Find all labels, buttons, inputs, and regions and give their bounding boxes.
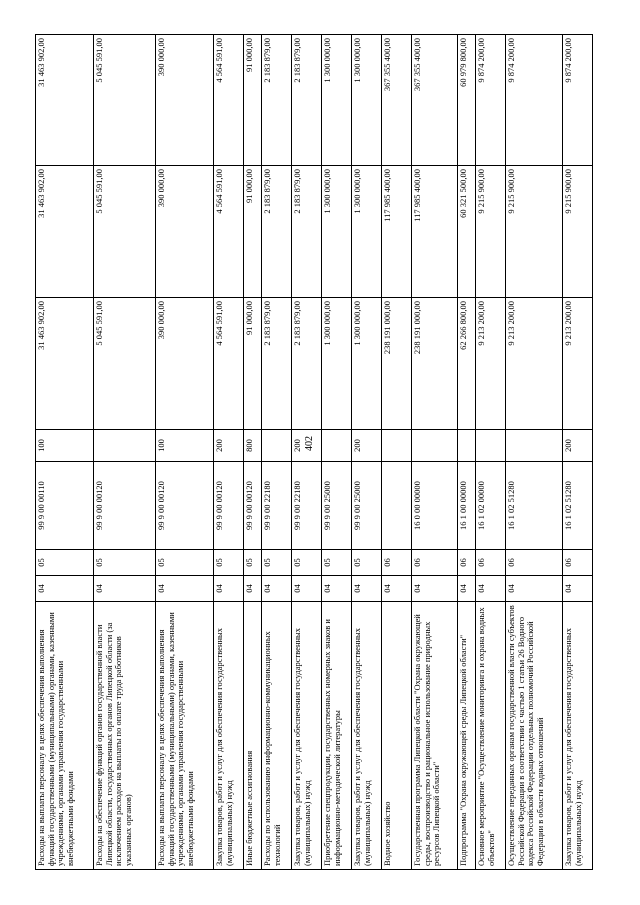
table-row (458, 35, 476, 870)
row-sum-year-3: 367 355 400,00 (382, 35, 412, 166)
row-target-article: 16 1 02 51280 (563, 462, 593, 550)
row-section: 04 (506, 576, 563, 602)
table-frame (35, 35, 583, 870)
row-expense-type (382, 430, 412, 462)
row-sum-year-3: 390 000,00 (156, 35, 214, 166)
row-sum-year-1: 1 300 000,00 (352, 298, 382, 430)
row-name: Основное мероприятие "Осуществление мониторинга и охрана водных объектов" (476, 602, 506, 870)
row-sum-year-2: 4 564 591,00 (214, 166, 244, 298)
row-subsection: 06 (506, 550, 563, 576)
table-row (156, 35, 214, 870)
row-name: Закупка товаров, работ и услуг для обеспечения государственных (муниципальных) нужд (352, 602, 382, 870)
row-sum-year-1: 2 183 879,00 (292, 298, 322, 430)
table-row (292, 35, 322, 870)
row-subsection: 05 (156, 550, 214, 576)
row-subsection: 06 (382, 550, 412, 576)
budget-table-body (36, 35, 593, 870)
row-subsection: 05 (36, 550, 94, 576)
row-name: Иные бюджетные ассигнования (244, 602, 262, 870)
budget-table (35, 34, 593, 870)
row-target-article: 99 9 00 00110 (36, 462, 94, 550)
row-subsection: 05 (292, 550, 322, 576)
row-expense-type (94, 430, 156, 462)
row-subsection: 06 (476, 550, 506, 576)
row-subsection: 05 (214, 550, 244, 576)
row-sum-year-1: 1 300 000,00 (322, 298, 352, 430)
row-name: Подпрограмма "Охрана окружающей среды Липецкой области" (458, 602, 476, 870)
row-subsection: 05 (352, 550, 382, 576)
row-sum-year-2: 5 045 591,00 (94, 166, 156, 298)
row-target-article: 99 9 00 22180 (262, 462, 292, 550)
row-sum-year-2: 390 000,00 (156, 166, 214, 298)
row-expense-type (506, 430, 563, 462)
table-row (244, 35, 262, 870)
row-sum-year-1: 2 183 879,00 (262, 298, 292, 430)
row-target-article: 16 1 02 00000 (476, 462, 506, 550)
row-target-article: 99 9 00 00120 (94, 462, 156, 550)
row-sum-year-3: 5 045 591,00 (94, 35, 156, 166)
row-sum-year-3: 9 874 200,00 (476, 35, 506, 166)
table-row (506, 35, 563, 870)
row-sum-year-3: 9 874 200,00 (506, 35, 563, 166)
row-section: 04 (156, 576, 214, 602)
row-target-article: 99 9 00 25000 (322, 462, 352, 550)
row-subsection: 06 (412, 550, 458, 576)
row-sum-year-3: 9 874 200,00 (563, 35, 593, 166)
rotated-table-container (35, 35, 583, 870)
table-row (476, 35, 506, 870)
row-sum-year-1: 238 191 000,00 (412, 298, 458, 430)
row-name: Государственная программа Липецкой области "Охрана окружающей среды, воспроизводство и рациональное использование природных ресурсов Липецкой области" (412, 602, 458, 870)
row-expense-type (262, 430, 292, 462)
row-sum-year-2: 117 985 400,00 (382, 166, 412, 298)
row-subsection: 05 (94, 550, 156, 576)
row-sum-year-2: 60 321 500,00 (458, 166, 476, 298)
row-sum-year-3: 2 183 879,00 (292, 35, 322, 166)
row-section: 04 (292, 576, 322, 602)
row-sum-year-1: 91 000,00 (244, 298, 262, 430)
table-row (563, 35, 593, 870)
row-expense-type (412, 430, 458, 462)
row-name: Приобретение спецпродукции, государственных номерных знаков и информационно-методической литературы (322, 602, 352, 870)
table-row (382, 35, 412, 870)
row-name: Закупка товаров, работ и услуг для обеспечения государственных (муниципальных) нужд (214, 602, 244, 870)
row-section: 04 (262, 576, 292, 602)
table-row (94, 35, 156, 870)
row-subsection: 05 (262, 550, 292, 576)
row-sum-year-1: 9 213 200,00 (476, 298, 506, 430)
row-sum-year-3: 60 979 800,00 (458, 35, 476, 166)
row-expense-type: 200 (214, 430, 244, 462)
row-name: Расходы на обеспечение функций органов государственной власти Липецкой области, государственных органов Липецкой области (за исключением расходов на выплаты по оплате труда работников указанных органов) (94, 602, 156, 870)
row-sum-year-2: 2 183 879,00 (262, 166, 292, 298)
row-target-article: 16 0 00 00000 (412, 462, 458, 550)
row-subsection: 05 (244, 550, 262, 576)
row-name: Расходы на выплаты персоналу в целях обеспечения выполнения функций государственными (муниципальными) органами, казенными учреждениями, органами управления государственными внебюджетными фондами (156, 602, 214, 870)
row-name: Водное хозяйство (382, 602, 412, 870)
row-target-article (382, 462, 412, 550)
row-target-article: 99 9 00 22180 (292, 462, 322, 550)
table-row (214, 35, 244, 870)
row-section: 04 (382, 576, 412, 602)
row-expense-type: 200 (563, 430, 593, 462)
row-sum-year-1: 390 000,00 (156, 298, 214, 430)
row-target-article: 99 9 00 00120 (214, 462, 244, 550)
row-sum-year-3: 1 300 000,00 (322, 35, 352, 166)
row-target-article: 99 9 00 25000 (352, 462, 382, 550)
row-expense-type (458, 430, 476, 462)
row-section: 04 (214, 576, 244, 602)
row-expense-type: 100 (36, 430, 94, 462)
row-section: 04 (94, 576, 156, 602)
row-sum-year-3: 2 183 879,00 (262, 35, 292, 166)
row-sum-year-2: 9 215 900,00 (506, 166, 563, 298)
row-section: 04 (563, 576, 593, 602)
row-section: 04 (412, 576, 458, 602)
row-section: 04 (476, 576, 506, 602)
row-name: Расходы на выплаты персоналу в целях обеспечения выполнения функций государственными (муниципальными) органами, казенными учреждениями, органами управления государственными внебюджетными фондами (36, 602, 94, 870)
row-section: 04 (352, 576, 382, 602)
row-sum-year-1: 31 463 902,00 (36, 298, 94, 430)
table-row (262, 35, 292, 870)
row-expense-type: 800 (244, 430, 262, 462)
row-expense-type (476, 430, 506, 462)
row-sum-year-3: 4 564 591,00 (214, 35, 244, 166)
row-name: Расходы по использованию информационно-коммуникационных технологий (262, 602, 292, 870)
row-expense-type: 200 (352, 430, 382, 462)
row-subsection: 05 (322, 550, 352, 576)
row-sum-year-2: 117 985 400,00 (412, 166, 458, 298)
row-sum-year-2: 1 300 000,00 (352, 166, 382, 298)
row-target-article: 16 1 00 00000 (458, 462, 476, 550)
page-number: 402 (304, 436, 315, 451)
row-section: 04 (458, 576, 476, 602)
row-name: Осуществление переданных органам государственной власти субъектов Российской Федерации в соответствии с частью 1 статьи 26 Водного кодекса Российской Федерации отдельных полномочий Российской Федерации в области водных отношений (506, 602, 563, 870)
row-expense-type: 200 (292, 430, 322, 462)
row-sum-year-1: 9 213 200,00 (506, 298, 563, 430)
row-section: 04 (322, 576, 352, 602)
row-sum-year-3: 91 000,00 (244, 35, 262, 166)
row-sum-year-1: 4 564 591,00 (214, 298, 244, 430)
row-sum-year-1: 9 213 200,00 (563, 298, 593, 430)
table-row (412, 35, 458, 870)
row-section: 04 (36, 576, 94, 602)
row-sum-year-3: 1 300 000,00 (352, 35, 382, 166)
table-row (36, 35, 94, 870)
row-subsection: 06 (563, 550, 593, 576)
table-row (322, 35, 352, 870)
row-sum-year-2: 31 463 902,00 (36, 166, 94, 298)
row-target-article: 99 9 00 00120 (156, 462, 214, 550)
row-sum-year-3: 31 463 902,00 (36, 35, 94, 166)
row-subsection: 06 (458, 550, 476, 576)
row-expense-type (322, 430, 352, 462)
row-sum-year-1: 62 266 800,00 (458, 298, 476, 430)
row-name: Закупка товаров, работ и услуг для обеспечения государственных (муниципальных) нужд (563, 602, 593, 870)
row-name: Закупка товаров, работ и услуг для обеспечения государственных (муниципальных) нужд (292, 602, 322, 870)
row-sum-year-2: 2 183 879,00 (292, 166, 322, 298)
row-sum-year-2: 9 215 900,00 (476, 166, 506, 298)
row-target-article: 16 1 02 51280 (506, 462, 563, 550)
row-sum-year-2: 1 300 000,00 (322, 166, 352, 298)
row-expense-type: 100 (156, 430, 214, 462)
row-sum-year-1: 5 045 591,00 (94, 298, 156, 430)
row-sum-year-2: 9 215 900,00 (563, 166, 593, 298)
row-sum-year-1: 238 191 000,00 (382, 298, 412, 430)
table-row (352, 35, 382, 870)
row-sum-year-2: 91 000,00 (244, 166, 262, 298)
row-sum-year-3: 367 355 400,00 (412, 35, 458, 166)
row-target-article: 99 9 00 00120 (244, 462, 262, 550)
row-section: 04 (244, 576, 262, 602)
